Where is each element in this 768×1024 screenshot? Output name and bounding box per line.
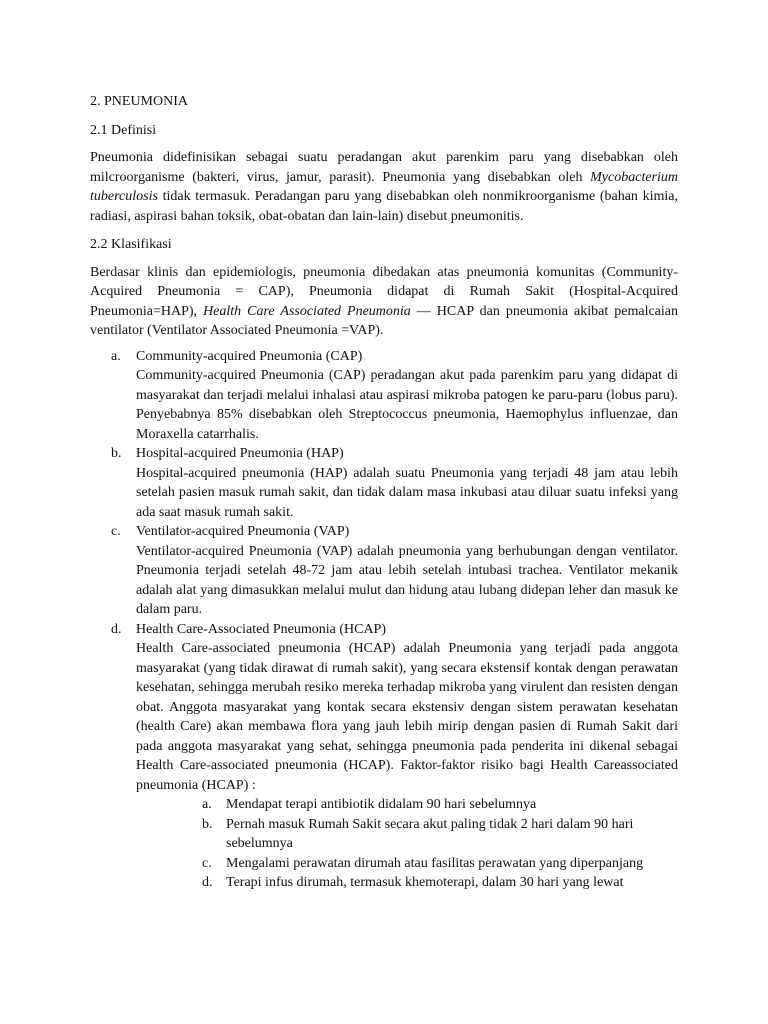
classification-heading: 2.2 Klasifikasi [90, 237, 172, 252]
list-item-title: Community-acquired Pneumonia (CAP) [136, 348, 363, 364]
classification-text-part1: Berdasar klinis dan epidemiologis, pneumonia dibedakan atas pneumonia komunitas (Community-Acquired Pneumonia = CAP), Pneumonia didapat di Rumah Sakit (Hospital-Acquired Pneumonia=HAP), [90, 264, 678, 319]
definition-text-part2: tidak termasuk. Peradangan paru yang disebabkan oleh nonmikroorganisme (bahan kimia, radiasi, aspirasi bahan toksik, obat-obatan dan lain-lain) disebut pneumonitis. [90, 189, 678, 224]
classification-text-italic: Health Care Associated Pneumonia [203, 303, 411, 319]
list-marker: d. [111, 621, 122, 637]
classification-text-part2: — HCAP dan pneumonia akibat pemalcaian ventilator (Ventilator Associated Pneumonia =VAP). [90, 303, 678, 338]
list-item-hap [90, 444, 678, 522]
risk-factor-item [90, 854, 678, 874]
risk-factor-marker: a. [202, 797, 212, 812]
list-item-title: Hospital-acquired Pneumonia (HAP) [136, 446, 344, 461]
list-item-body: Health Care-associated pneumonia (HCAP) adalah Pneumonia yang terjadi pada anggota masyarakat (yang tidak dirawat di rumah sakit), yang secara ekstensif kontak dengan perawatan kesehatan, sehingga merubah resiko mereka terhadap mikroba yang virulent dan resisten dengan obat. Anggota masyarakat yang kontak secara ekstensiv dengan sistem perawatan kesehatan (health Care) akan membawa flora yang jauh lebih mirip dengan pasien di Rumah Sakit dari pada anggota masyarakat yang sehat, sehingga pneumonia pada penderita ini dikenal sebagai Health Care-associated pneumonia (HCAP). Faktor-faktor risiko bagi Health Careassociated pneumonia (HCAP) : [136, 641, 678, 793]
definition-heading: 2.1 Definisi [90, 122, 157, 138]
definition-paragraph [90, 148, 678, 226]
list-marker: b. [111, 446, 122, 461]
list-marker: a. [111, 348, 121, 364]
list-item-body: Ventilator-acquired Pneumonia (VAP) adalah pneumonia yang berhubungan dengan ventilator. Pneumonia terjadi setelah 48-72 jam atau lebih setelah intubasi trachea. Ventilator mekanik adalah alat yang dimasukkan melalui mulut dan hidung atau lubang didepan leher dan masuk ke dalam paru. [136, 543, 678, 617]
risk-factor-item [90, 795, 678, 815]
risk-factor-marker: b. [202, 816, 213, 832]
risk-factor-item [90, 815, 678, 854]
risk-factor-list [90, 795, 678, 893]
risk-factor-item [90, 873, 678, 893]
definition-text-part1: Pneumonia didefinisikan sebagai suatu peradangan akut parenkim paru yang disebabkan oleh milcroorganisme (bakteri, virus, jamur, parasit). Pneumonia yang disebabkan oleh [90, 150, 678, 185]
section-heading: 2. PNEUMONIA [90, 94, 188, 109]
risk-factor-marker: d. [202, 875, 213, 890]
list-item-vap [90, 522, 678, 620]
list-item-body: Community-acquired Pneumonia (CAP) peradangan akut pada parenkim paru yang didapat di masyarakat dan terjadi melalui inhalasi atau aspirasi mikroba patogen ke paru-paru (lobus paru). Penyebabnya 85% disebabkan oleh Streptococcus pneumonia, Haemophylus influenzae, dan Moraxella catarrhalis. [136, 368, 678, 442]
list-marker: c. [111, 524, 121, 539]
classification-paragraph [90, 263, 678, 341]
list-item-cap [90, 347, 678, 445]
risk-factor-text: Terapi infus dirumah, termasuk khemoterapi, dalam 30 hari yang lewat [226, 875, 624, 890]
risk-factor-text: Mendapat terapi antibiotik didalam 90 hari sebelumnya [226, 797, 537, 812]
risk-factor-text: Mengalami perawatan dirumah atau fasilitas perawatan yang diperpanjang [226, 855, 644, 871]
definition-text-italic: Mycobacterium tuberculosis [90, 169, 678, 204]
classification-list [90, 347, 678, 796]
document-content [90, 92, 678, 893]
risk-factor-marker: c. [202, 855, 212, 871]
list-item-title: Ventilator-acquired Pneumonia (VAP) [136, 524, 350, 539]
risk-factor-text: Pernah masuk Rumah Sakit secara akut paling tidak 2 hari dalam 90 hari sebelumnya [226, 816, 634, 851]
list-item-hcap [90, 620, 678, 796]
list-item-title: Health Care-Associated Pneumonia (HCAP) [136, 621, 386, 637]
list-item-body: Hospital-acquired pneumonia (HAP) adalah suatu Pneumonia yang terjadi 48 jam atau lebih setelah pasien masuk rumah sakit, dan tidak dalam masa inkubasi atau diluar suatu infeksi yang ada saat masuk rumah sakit. [136, 465, 678, 520]
